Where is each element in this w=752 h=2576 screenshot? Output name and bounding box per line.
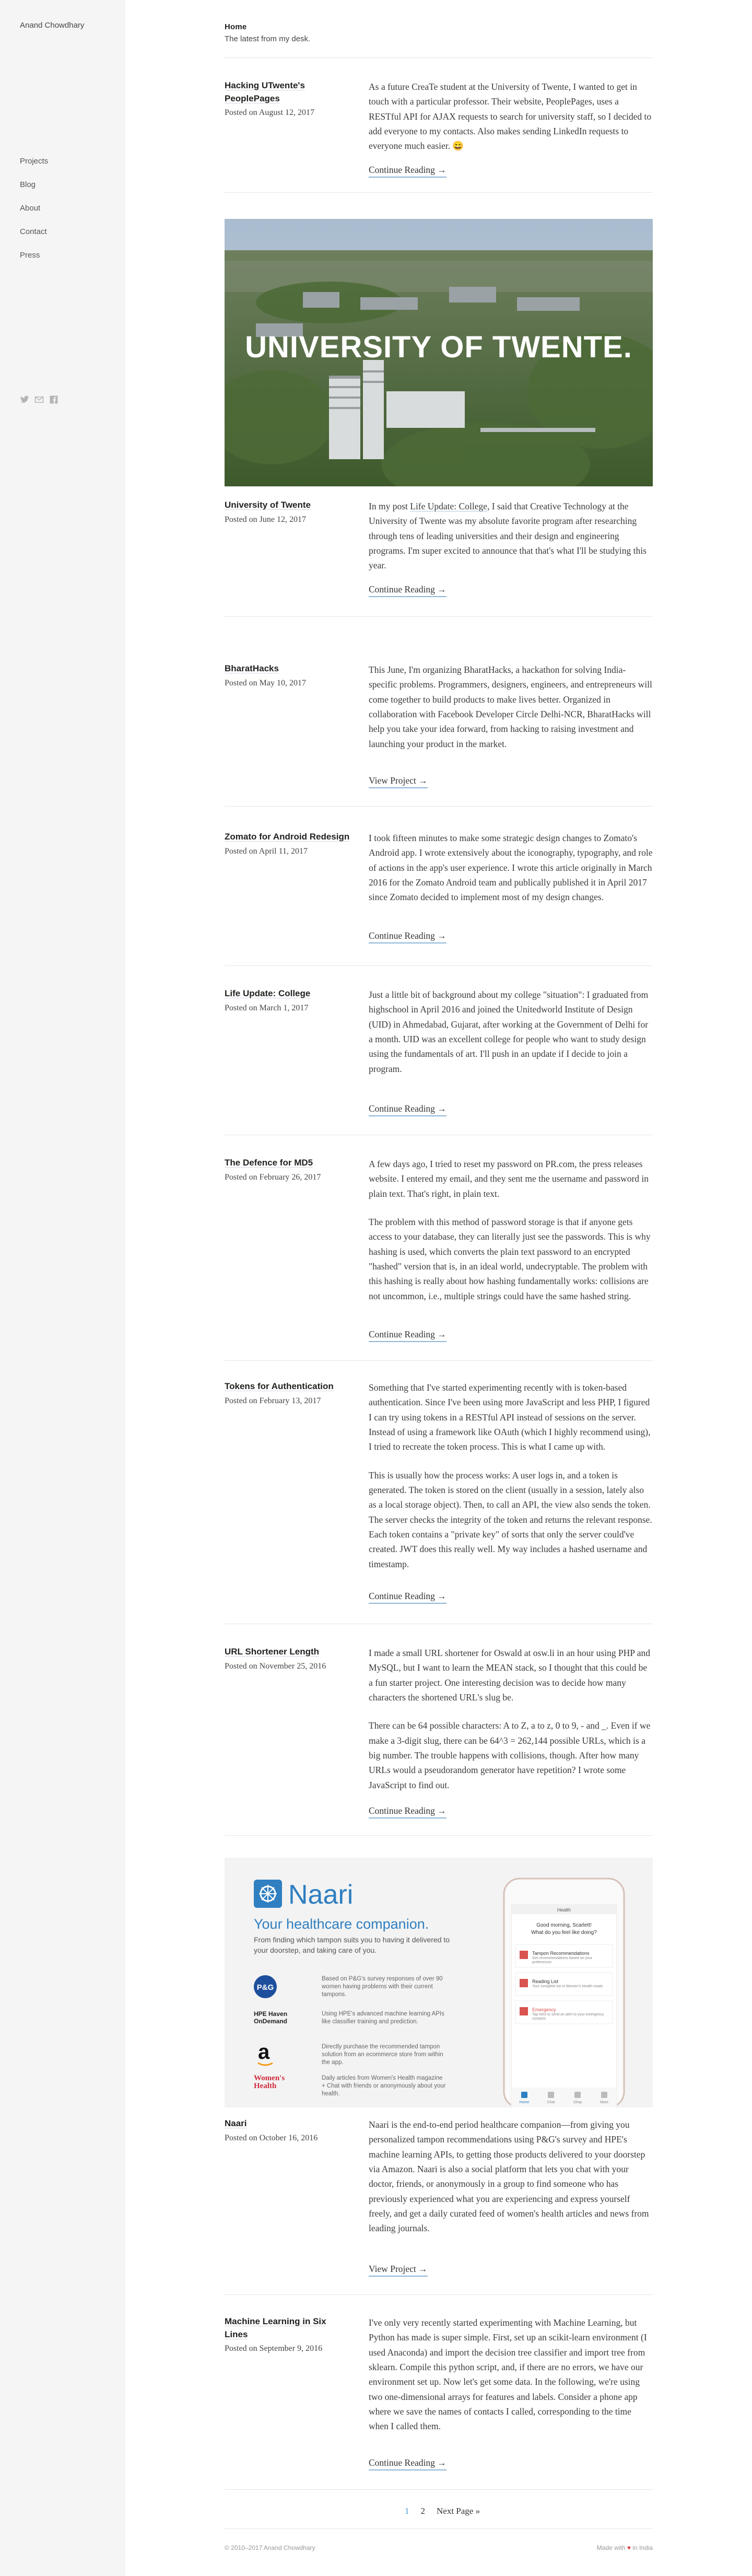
pagination — [405, 2506, 480, 2516]
feature-text: Daily articles from Women's Health magazine + Chat with friends or anonymously about your health. — [322, 2075, 446, 2097]
post-paragraph: There can be 64 possible characters: A to Z, a to z, 0 to 9, - and _. Even if we make a 3-digit slug, there can be 64^3 = 262,144 possible URLs, which is a big number. The trouble happens with collisions, though. After how many URLs would a pseudorandom generator have repetition? I wrote some JavaScript to find out. — [369, 1720, 651, 1790]
nav-item-about — [20, 204, 48, 227]
hero-caption: UNIVERSITY OF TWENTE. — [245, 330, 632, 364]
post-title[interactable]: Zomato for Android Redesign — [225, 832, 350, 842]
text: in India — [632, 2544, 653, 2551]
site-title[interactable]: Anand Chowdhary — [20, 21, 85, 30]
email-icon[interactable] — [34, 395, 44, 404]
post-excerpt — [369, 79, 653, 154]
hpe-logo: HPE Haven OnDemand — [254, 2010, 288, 2025]
page-tagline: The latest from my desk. — [225, 34, 311, 43]
womens-health-logo: Women's Health — [254, 2074, 285, 2090]
post-date: Posted on October 16, 2016 — [225, 2133, 318, 2142]
nav-link-contact[interactable]: Contact — [20, 227, 47, 236]
post-excerpt — [369, 2117, 653, 2236]
continue-reading-button[interactable]: Continue Reading → — [369, 584, 446, 597]
continue-reading-button[interactable]: Continue Reading → — [369, 165, 446, 178]
post-date: Posted on August 12, 2017 — [225, 108, 315, 118]
nav-link-about[interactable]: About — [20, 204, 41, 213]
naari-brand: Naari — [288, 1880, 354, 1910]
amazon-logo: a — [258, 2041, 270, 2064]
nav-link-press[interactable]: Press — [20, 251, 40, 260]
phone-item-desc: Tap here to send an alert to your emergency contacts — [532, 2013, 604, 2021]
post-excerpt — [369, 831, 653, 905]
view-project-button[interactable]: View Project → — [369, 775, 428, 788]
post-date: Posted on February 26, 2017 — [225, 1172, 321, 1182]
post-meta — [225, 1646, 350, 1671]
nav-item-contact — [20, 227, 48, 251]
divider — [225, 192, 653, 193]
nav-item-projects — [20, 157, 48, 180]
naari-subhead: From finding which tampon suits you to having it delivered to your doorstep, and taking care of you. — [254, 1936, 450, 1954]
phone-greeting: Good morning, Scarlett! — [536, 1922, 592, 1928]
post-title[interactable]: Machine Learning in Six Lines — [225, 2316, 326, 2339]
view-project-button[interactable]: View Project → — [369, 2264, 428, 2277]
footer-made-with — [597, 2544, 653, 2551]
text: , I said that Creative Technology at the University of Twente was my absolute favorite program after researching through tens of leading universities and their design and engineering programs. I'm super excited to announce that that's what I'll be studying this year. — [369, 501, 647, 571]
feature-text: Based on P&G's survey responses of over 90 women having problems with their current tampons. — [322, 1976, 443, 1998]
divider — [225, 806, 653, 807]
phone-item-desc: Get recommendations based on your preferences — [532, 1956, 593, 1965]
phone-item-title: Tampon Recommendations — [532, 1951, 590, 1956]
post-excerpt — [369, 1380, 653, 1571]
post-title[interactable]: Tokens for Authentication — [225, 1381, 334, 1391]
text: Made with — [596, 2544, 626, 2551]
phone-question: What do you feel like doing? — [531, 1930, 597, 1936]
post-excerpt — [369, 1157, 653, 1303]
footer-copyright: © 2010–2017 Anand Chowdhary — [225, 2544, 315, 2551]
pg-logo: P&G — [256, 1983, 274, 1992]
post-meta — [225, 1380, 350, 1406]
phone-item-desc: Your complete list of Women's Health reads — [532, 1985, 603, 1988]
post-date: Posted on March 1, 2017 — [225, 1003, 309, 1012]
post-paragraph — [369, 499, 653, 573]
post-meta — [225, 987, 350, 1013]
phone-tab: Home — [519, 2101, 530, 2104]
page-title: Home — [225, 22, 247, 31]
post-paragraph: I've only very recently started experimenting with Machine Learning, but Python has made is super simple. First, set up an scikit-learn environment (I used Anaconda) and import the decision tree classifier and import tree from sklearn. Compile this python script, and, if there are no errors, we have our environment set up. Now let's get some data. In the following, we're using two one-dimensional arrays for features and labels. Consider a phone app where we save the names of contacts I called, corresponding to the time when I called them. — [369, 2317, 647, 2432]
continue-reading-button[interactable]: Continue Reading → — [369, 2457, 446, 2470]
post-paragraph: Just a little bit of background about my college "situation": I graduated from highschool in April 2016 and joined the Unitedworld Institute of Design (UID) in Ahmedabad, Gujarat, after working at the Government of Delhi for a month. UID was an excellent college for people who want to study design using the fundamentals of art. I'll push in an update if I decide to join a program. — [369, 989, 649, 1074]
continue-reading-button[interactable]: Continue Reading → — [369, 1805, 446, 1819]
footer — [225, 2544, 653, 2551]
divider — [225, 965, 653, 966]
post-title[interactable]: The Defence for MD5 — [225, 1158, 313, 1168]
university-hero-image[interactable] — [225, 219, 653, 486]
nav-item-blog — [20, 180, 48, 204]
post-date: Posted on May 10, 2017 — [225, 678, 306, 687]
divider — [225, 616, 653, 617]
post-excerpt — [369, 987, 653, 1076]
post-meta — [225, 1157, 350, 1182]
post-excerpt — [369, 2315, 653, 2434]
post-title[interactable]: Life Update: College — [225, 988, 311, 998]
phone-status: Health — [557, 1907, 571, 1913]
post-paragraph: A few days ago, I tried to reset my password on PR.com, the press releases website. I entered my email, and they sent me the username and password in plain text. That's right, in plain text. — [369, 1159, 649, 1199]
post-title[interactable]: University of Twente — [225, 500, 311, 510]
inline-link-life-update[interactable]: Life Update: College — [410, 501, 487, 511]
twitter-icon[interactable] — [20, 395, 29, 404]
nav-link-projects[interactable]: Projects — [20, 157, 49, 166]
feature-text: Directly purchase the recommended tampon solution from an ecommerce store from within the app. — [322, 2044, 443, 2066]
post-date: Posted on September 9, 2016 — [225, 2344, 323, 2353]
divider — [225, 1360, 653, 1361]
post-meta — [225, 2117, 350, 2143]
post-paragraph: As a future CreaTe student at the University of Twente, I wanted to get in touch with a particular professor. Their website, PeoplePages, uses a RESTful API for AJAX requests to search for university staff, so I decided to add everyone to my contacts. Also makes sending LinkedIn requests to everyone much easier. 😄 — [369, 81, 652, 151]
post-paragraph: Something that I've started experimenting recently with is token-based authentication. Since I've been using more JavaScript and less PHP, I figured I can try using tokens in a RESTful API instead of sessions on the server. Instead of using a framework like OAuth (which I highly recommend using), I tried to recreate the token process. This is what I came up with. — [369, 1382, 651, 1452]
pagination-next-button[interactable]: Next Page » — [437, 2506, 480, 2516]
naari-headline: Your healthcare companion. — [254, 1916, 429, 1932]
post-meta — [225, 499, 350, 524]
pagination-page-2[interactable]: 2 — [420, 2506, 425, 2516]
post-paragraph: The problem with this method of password storage is that if anyone gets access to your database, they can literally just see the passwords. This is why hashing is used, which converts the plain text password to an encrypted "hashed" version that is, in an ideal world, undecryptable. The problem with this hashing is really about how hashing fundamentally works: collisions are not uncommon, i.e., multiple strings could have the same hashed string. — [369, 1217, 651, 1301]
post-meta — [225, 662, 350, 688]
post-date: Posted on April 11, 2017 — [225, 846, 308, 856]
heart-icon: ♥ — [627, 2544, 631, 2551]
naari-promo-image[interactable] — [225, 1858, 653, 2107]
page-header — [225, 22, 310, 43]
post-title[interactable]: Hacking UTwente's PeoplePages — [225, 80, 305, 103]
social-links — [20, 395, 58, 404]
post-paragraph: I took fifteen minutes to make some strategic design changes to Zomato's Android app. I wrote extensively about the iconography, typography, and role of actions in the app's user experience. I wrote this article originally in March 2016 for the Zomato Android team and publically published it in April 2017 since Zomato decided to implement most of my design changes. — [369, 833, 653, 903]
phone-mockup — [504, 1879, 624, 2107]
post-title[interactable]: URL Shortener Length — [225, 1647, 320, 1657]
post-title[interactable]: BharatHacks — [225, 663, 279, 673]
post-date: Posted on November 25, 2016 — [225, 1661, 326, 1671]
phone-item-title: Reading List — [532, 1979, 559, 1984]
post-title[interactable]: Naari — [225, 2118, 247, 2128]
post-excerpt — [369, 1646, 653, 1792]
sidebar-nav — [20, 157, 48, 274]
continue-reading-button[interactable]: Continue Reading → — [369, 1591, 446, 1604]
divider — [225, 2294, 653, 2295]
divider — [225, 57, 653, 58]
phone-tab: Chat — [547, 2101, 555, 2104]
nav-link-blog[interactable]: Blog — [20, 180, 36, 189]
post-date: Posted on February 13, 2017 — [225, 1396, 321, 1405]
continue-reading-button[interactable]: Continue Reading → — [369, 1103, 446, 1116]
post-meta — [225, 2315, 350, 2353]
feature-text: Using HPE's advanced machine learning APIs like classifier training and prediction. — [322, 2011, 444, 2025]
facebook-icon[interactable] — [49, 395, 58, 404]
post-paragraph: Naari is the end-to-end period healthcare companion—from giving you personalized tampon recommendations using P&G's survey and HPE's machine learning APIs, to getting those products delivered to your doorstep via Amazon. Naari is also a social platform that lets you chat with your doctor, friends, or anonymously in a group to find someone who has previously experienced what you are experiencing and express yourself freely, and get a daily curated feed of women's health articles and news from leading journals. — [369, 2119, 649, 2234]
post-meta — [225, 831, 350, 856]
post-date: Posted on June 12, 2017 — [225, 515, 306, 524]
post-paragraph: I made a small URL shortener for Oswald at osw.li in an hour using PHP and MySQL, but I want to learn the MEAN stack, so I thought that this could be a fun starter project. One interesting decision was to decide how many characters the shortened URL's slug be. — [369, 1648, 651, 1703]
post-paragraph: This June, I'm organizing BharatHacks, a hackathon for solving India-specific problems. Programmers, designers, engineers, and entrepreneurs will come together to build products to make lives better. Organized in collaboration with Facebook Developer Circle Delhi-NCR, BharatHacks will help you take your idea forward, from hacking to raising investment and launching your product in the market. — [369, 665, 652, 749]
divider — [225, 1835, 653, 1836]
post-meta — [225, 79, 350, 118]
text: In my post — [369, 501, 410, 511]
phone-tab: More — [600, 2101, 608, 2104]
post-excerpt — [369, 662, 653, 751]
pagination-current-page: 1 — [405, 2506, 409, 2516]
phone-item-title: Emergency — [532, 2007, 556, 2012]
divider — [225, 2489, 653, 2490]
nav-item-press — [20, 251, 48, 274]
continue-reading-button[interactable]: Continue Reading → — [369, 1329, 446, 1342]
sidebar — [0, 0, 125, 2576]
post-paragraph: This is usually how the process works: A user logs in, and a token is generated. The token is stored on the client (usually in a session, lately also as a local storage object). Then, to call an API, the view also sends the token. The server checks the integrity of the token and returns the relevant response. Each token contains a "private key" of sorts that only the server could've created. JWT does this really well. My way includes a hashed username and timestamp. — [369, 1470, 652, 1569]
divider — [225, 2528, 653, 2529]
continue-reading-button[interactable]: Continue Reading → — [369, 930, 446, 943]
post-excerpt — [369, 499, 653, 573]
phone-tab: Shop — [573, 2101, 582, 2104]
